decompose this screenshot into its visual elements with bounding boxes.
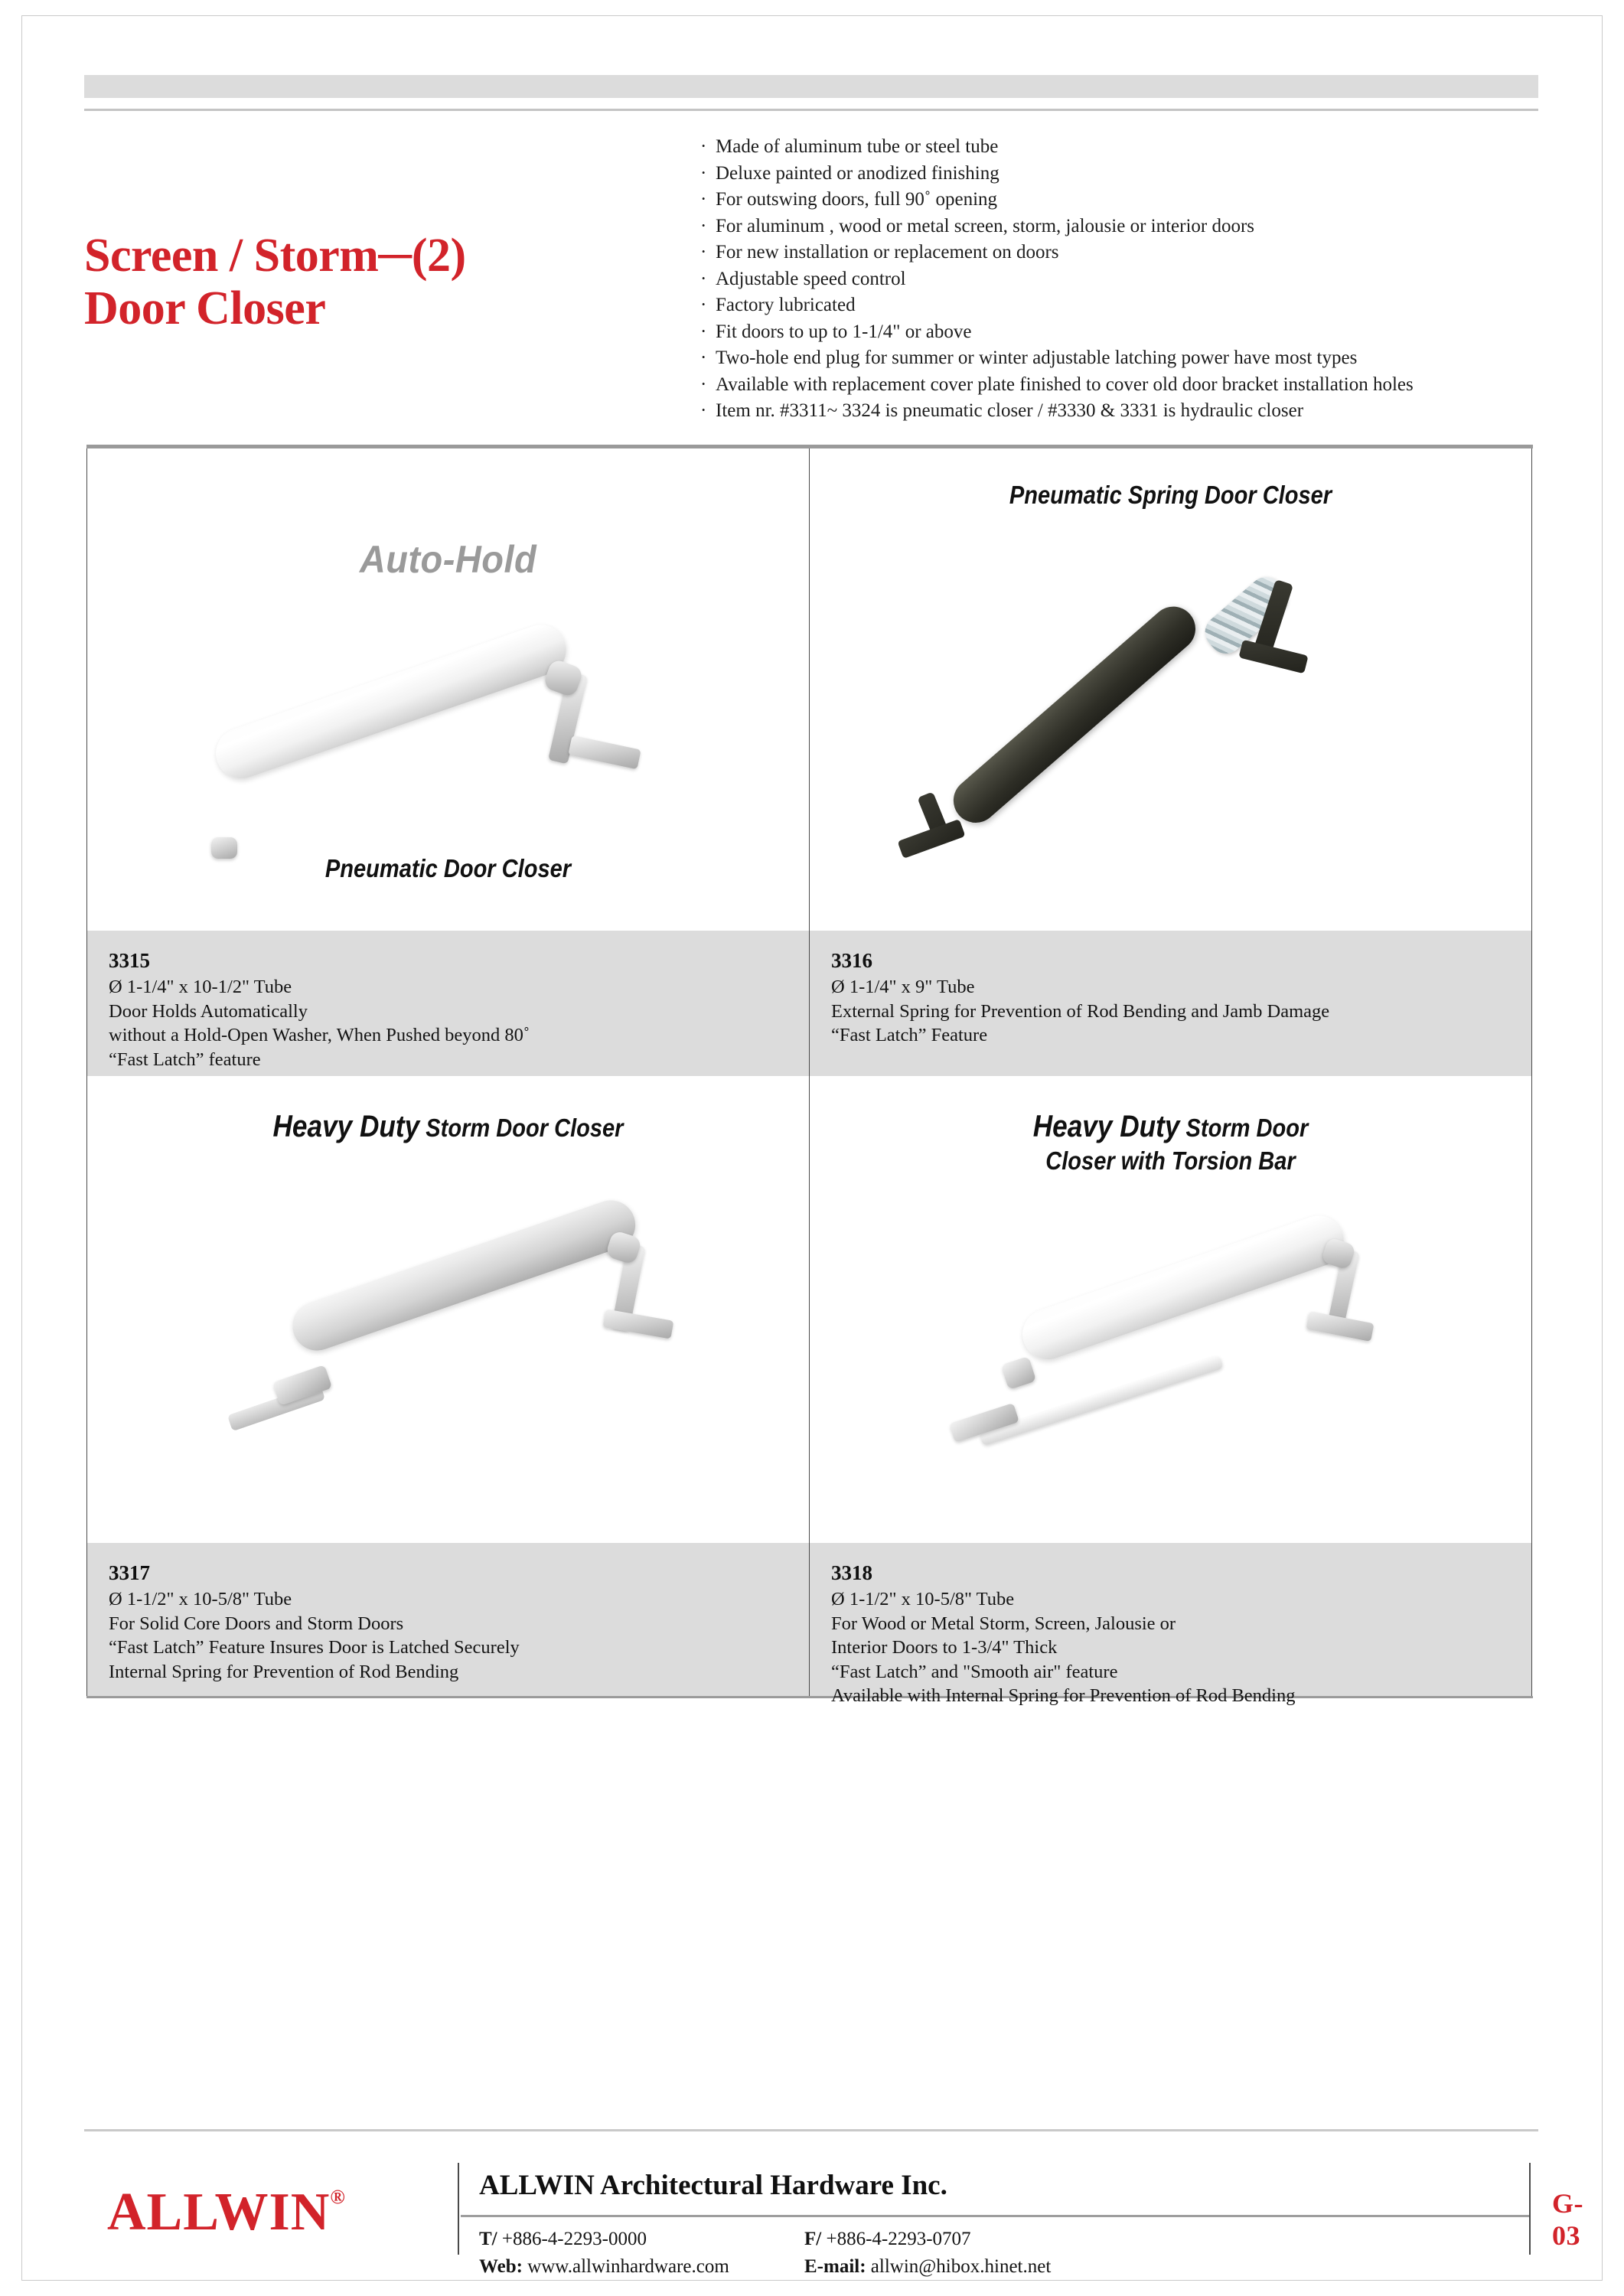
spec-line: Ø 1-1/4" x 9" Tube <box>831 977 975 997</box>
fax-value: +886-4-2293-0707 <box>826 2229 971 2249</box>
telephone <box>479 2226 804 2253</box>
page-number: G-03 <box>1552 2188 1583 2251</box>
spec-line: “Fast Latch” feature <box>109 1049 261 1070</box>
tube-body-dark <box>944 598 1205 832</box>
feature-item <box>700 214 1550 240</box>
spec-line: Ø 1-1/2" x 10-5/8" Tube <box>831 1589 1015 1609</box>
feature-item <box>700 345 1550 372</box>
spec-line: Internal Spring for Prevention of Rod Bending <box>109 1661 459 1682</box>
feature-text: For new installation or replacement on doors <box>716 242 1059 263</box>
tube-body-silver <box>286 1194 642 1358</box>
feature-text: Deluxe painted or anodized finishing <box>716 162 1000 184</box>
spec-line: Interior Doors to 1-3/4" Thick <box>831 1637 1058 1658</box>
spec-line: Available with Internal Spring for Prevention of Rod Bending <box>831 1685 1296 1706</box>
product-caption-3318 <box>853 1108 1489 1176</box>
website-label: Web: <box>479 2256 523 2277</box>
company-name: ALLWIN Architectural Hardware Inc. <box>479 2170 947 2201</box>
email-value[interactable]: allwin@hibox.hinet.net <box>870 2256 1052 2277</box>
feature-item <box>700 187 1550 214</box>
product-specs-3318 <box>810 1543 1531 1706</box>
fax-label: F/ <box>804 2229 822 2249</box>
website-value[interactable]: www.allwinhardware.com <box>527 2256 729 2277</box>
feature-list <box>700 134 1550 425</box>
tube-end-cap <box>1001 1356 1037 1390</box>
product-code: 3316 <box>831 949 872 972</box>
bullet-icon: · <box>700 321 707 342</box>
spec-line: External Spring for Prevention of Rod Bending and Jamb Damage <box>831 1000 1330 1022</box>
feature-item <box>700 398 1550 425</box>
product-code: 3318 <box>831 1561 872 1584</box>
heading-emphasis: Heavy Duty <box>1032 1110 1180 1143</box>
spec-line: For Wood or Metal Storm, Screen, Jalousie or <box>831 1613 1176 1634</box>
bullet-icon: · <box>700 215 707 236</box>
mounting-bracket-right-plate <box>603 1309 674 1339</box>
bullet-icon: · <box>700 268 707 289</box>
fax <box>804 2226 971 2253</box>
email-label: E-mail: <box>804 2256 866 2277</box>
feature-text: For aluminum , wood or metal screen, storm, jalousie or interior doors <box>716 215 1255 236</box>
product-specs-3315 <box>87 931 809 1076</box>
feature-text: Available with replacement cover plate finished to cover old door bracket installation holes <box>716 373 1414 395</box>
product-photo-3316 <box>810 448 1531 931</box>
feature-item <box>700 319 1550 346</box>
feature-text: Two-hole end plug for summer or winter adjustable latching power have most types <box>716 347 1358 368</box>
product-badge-auto-hold: Auto-Hold <box>359 538 537 581</box>
header-rule <box>84 109 1538 111</box>
heading-emphasis: Heavy Duty <box>272 1110 420 1143</box>
page-title-line-1: Screen / Storm─(2) <box>84 230 466 282</box>
product-photo-3315 <box>87 448 809 931</box>
feature-text: For outswing doors, full 90˚ opening <box>716 189 998 210</box>
footer-rule <box>84 2129 1538 2131</box>
company-rule <box>461 2215 1531 2217</box>
bullet-icon: · <box>700 162 707 184</box>
bullet-icon: · <box>700 373 707 395</box>
product-cell-3317[interactable] <box>86 1076 810 1696</box>
contact-info <box>479 2226 1051 2281</box>
spec-line: Ø 1-1/2" x 10-5/8" Tube <box>109 1589 292 1609</box>
product-cell-3315[interactable] <box>86 448 810 1076</box>
telephone-label: T/ <box>479 2229 497 2249</box>
mounting-bracket-plate <box>568 735 641 770</box>
product-photo-3318 <box>810 1076 1531 1543</box>
website[interactable] <box>479 2253 804 2281</box>
product-photo-3317 <box>87 1076 809 1543</box>
feature-item <box>700 266 1550 293</box>
bullet-icon: · <box>700 189 707 210</box>
product-table <box>86 445 1533 1706</box>
tube-body-white <box>1016 1209 1351 1367</box>
feature-text: Item nr. #3311~ 3324 is pneumatic closer / #3330 & 3331 is hydraulic closer <box>716 400 1304 421</box>
product-cell-3318[interactable] <box>809 1076 1532 1706</box>
feature-text: Adjustable speed control <box>716 268 906 289</box>
spec-line: “Fast Latch” Feature Insures Door is Latched Securely <box>109 1637 520 1658</box>
page-title <box>84 230 681 336</box>
spec-line: “Fast Latch” and "Smooth air" feature <box>831 1661 1118 1682</box>
bullet-icon: · <box>700 136 707 157</box>
bullet-icon: · <box>700 295 707 315</box>
product-code: 3315 <box>109 949 150 972</box>
door-closer-illustration-3316 <box>909 563 1445 885</box>
product-caption-3317 <box>131 1108 766 1146</box>
contact-row-phone <box>479 2226 1051 2253</box>
feature-item <box>700 292 1550 319</box>
heading-remainder: Storm Door <box>1185 1114 1309 1142</box>
spec-line: without a Hold-Open Washer, When Pushed beyond 80˚ <box>109 1025 530 1045</box>
product-row-2 <box>86 1076 1533 1706</box>
feature-text: Made of aluminum tube or steel tube <box>716 136 999 157</box>
registered-trademark-icon: ® <box>330 2186 346 2208</box>
product-row-1 <box>86 448 1533 1076</box>
heading-remainder: Storm Door Closer <box>426 1114 624 1142</box>
product-caption-3315: Pneumatic Door Closer <box>324 854 572 882</box>
feature-text: Fit doors to up to 1-1/4" or above <box>716 321 972 342</box>
product-cell-3316[interactable] <box>809 448 1532 1076</box>
allwin-logo <box>107 2170 346 2242</box>
spec-line: “Fast Latch” Feature <box>831 1025 988 1045</box>
bullet-icon: · <box>700 400 707 421</box>
bullet-icon: · <box>700 242 707 263</box>
footer-divider <box>458 2163 459 2255</box>
feature-text: Factory lubricated <box>716 295 856 315</box>
spec-line: Ø 1-1/4" x 10-1/2" Tube <box>109 977 292 997</box>
door-closer-illustration-3315 <box>210 646 684 876</box>
product-specs-3317 <box>87 1543 809 1696</box>
brand-text: ALLWIN <box>107 2183 331 2242</box>
feature-item <box>700 134 1550 161</box>
feature-item <box>700 372 1550 399</box>
feature-item <box>700 161 1550 188</box>
spec-line: For Solid Core Doors and Storm Doors <box>109 1613 404 1634</box>
feature-item <box>700 240 1550 266</box>
header-bar <box>84 75 1538 98</box>
bullet-icon: · <box>700 347 707 368</box>
tube-body <box>209 618 572 786</box>
product-code: 3317 <box>109 1561 150 1584</box>
page-footer <box>84 2149 1583 2279</box>
telephone-value: +886-4-2293-0000 <box>501 2229 647 2249</box>
page-title-line-2: Door Closer <box>84 282 326 335</box>
spec-line: Door Holds Automatically <box>109 1000 308 1022</box>
heading-remainder-2: Closer with Torsion Bar <box>1045 1146 1296 1175</box>
contact-row-web <box>479 2253 1051 2281</box>
product-caption-3316: Pneumatic Spring Door Closer <box>1009 481 1332 509</box>
email[interactable] <box>804 2253 1051 2281</box>
page-number-divider <box>1529 2163 1531 2255</box>
product-specs-3316 <box>810 931 1531 1076</box>
door-closer-illustration-3317 <box>221 1229 726 1482</box>
door-closer-illustration-3318 <box>940 1241 1445 1486</box>
